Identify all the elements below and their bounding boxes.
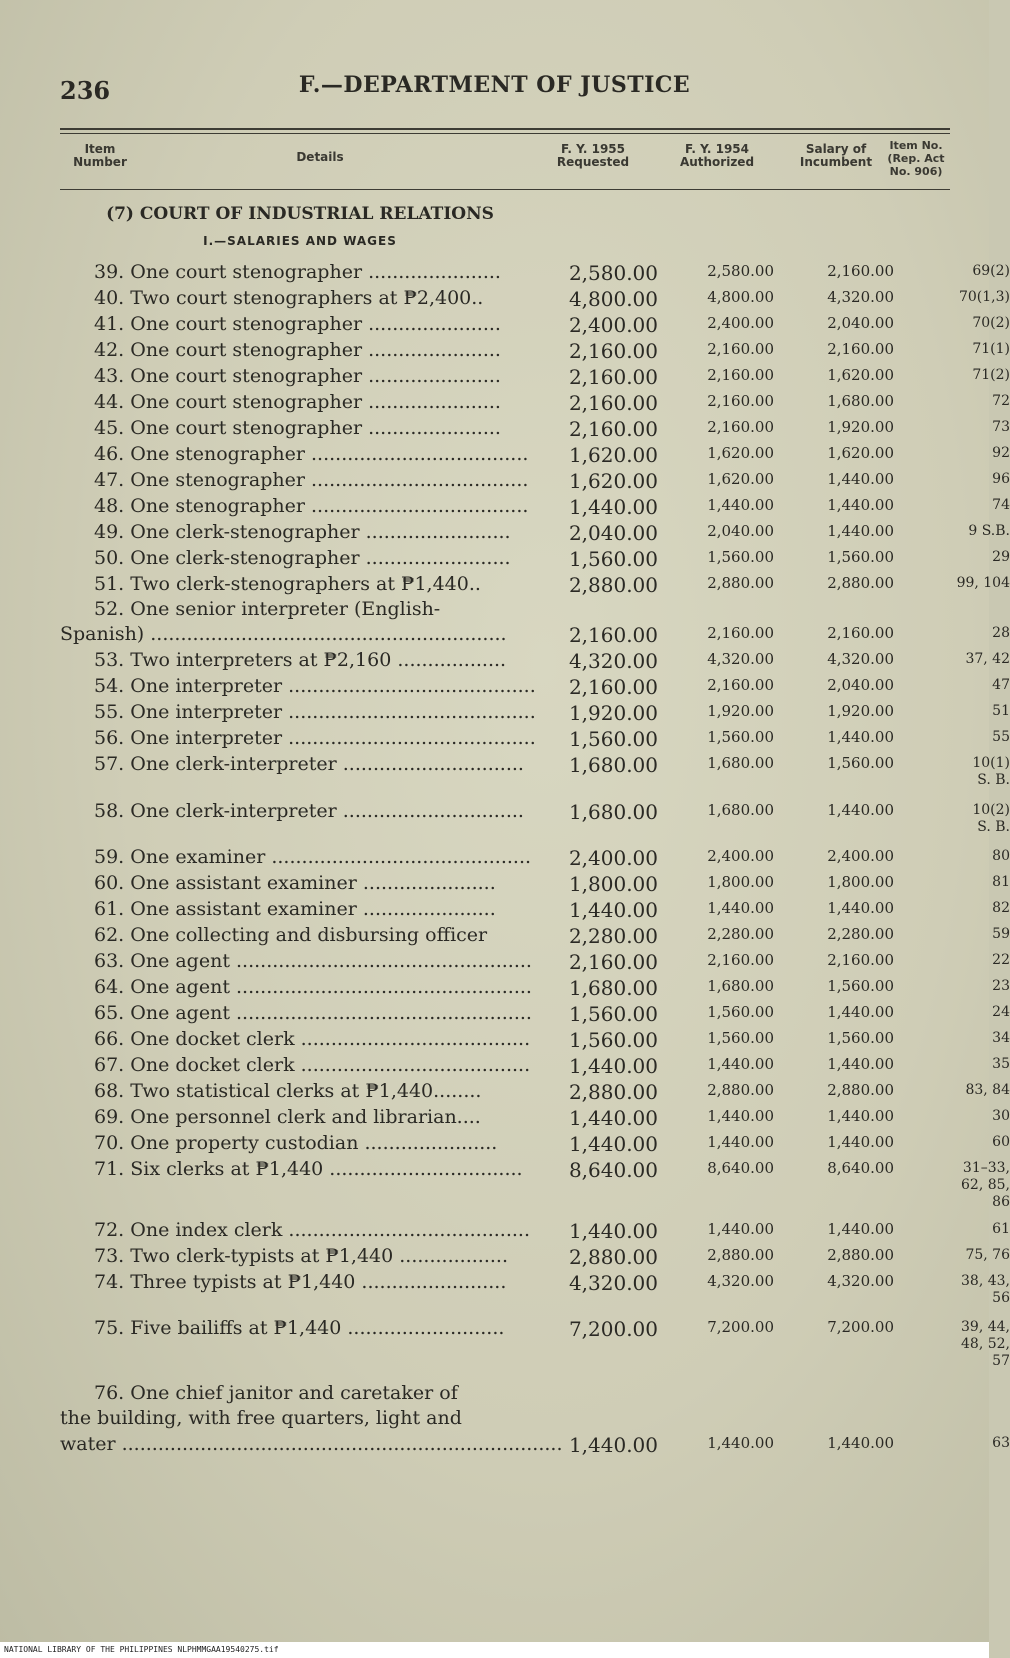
authorized-amount: 2,280.00 (707, 925, 774, 943)
row-detail: 48. One stenographer .................................... (94, 495, 529, 517)
requested-amount: 2,160.00 (568, 675, 658, 699)
salary-amount: 8,640.00 (827, 1159, 894, 1177)
authorized-amount: 1,440.00 (707, 496, 774, 514)
salary-amount: 1,620.00 (827, 444, 894, 462)
requested-amount: 2,400.00 (568, 846, 658, 870)
table-row (60, 1080, 1010, 1106)
requested-amount: 4,320.00 (568, 1271, 658, 1295)
requested-amount: 1,920.00 (568, 701, 658, 725)
salary-amount: 2,160.00 (827, 624, 894, 642)
requested-amount: 2,160.00 (568, 950, 658, 974)
table-row (60, 495, 1010, 521)
row-detail: 42. One court stenographer ...................... (94, 339, 501, 361)
requested-amount: 1,440.00 (568, 495, 658, 519)
table-row (60, 417, 1010, 443)
table-row (60, 898, 1010, 924)
salary-amount: 2,880.00 (827, 1246, 894, 1264)
row-detail: 56. One interpreter ......................................... (94, 727, 536, 749)
authorized-amount: 4,800.00 (707, 288, 774, 306)
requested-amount: 1,620.00 (568, 443, 658, 467)
authorized-amount: 2,160.00 (707, 624, 774, 642)
requested-amount: 1,440.00 (568, 1219, 658, 1243)
authorized-amount: 1,440.00 (707, 1220, 774, 1238)
row-detail: 69. One personnel clerk and librarian.... (94, 1106, 481, 1128)
archive-footer-strip: NATIONAL LIBRARY OF THE PHILIPPINES NLPHMMGAA19540275.tif (0, 1642, 989, 1658)
authorized-amount: 2,880.00 (707, 1246, 774, 1264)
row-detail: 60. One assistant examiner ...................... (94, 872, 496, 894)
item-no: 70(2) (972, 315, 1010, 331)
authorized-amount: 1,680.00 (707, 754, 774, 772)
salary-amount: 1,440.00 (827, 801, 894, 819)
table-row (60, 1245, 1010, 1271)
row-detail: 54. One interpreter ......................................... (94, 675, 536, 697)
salary-amount: 2,880.00 (827, 574, 894, 592)
table-row (60, 753, 1010, 788)
table-row (60, 469, 1010, 495)
item-no: 71(1) (972, 341, 1010, 357)
row-detail: 50. One clerk-stenographer ........................ (94, 547, 511, 569)
table-row (60, 950, 1010, 976)
authorized-amount: 2,160.00 (707, 951, 774, 969)
table-row (60, 313, 1010, 339)
item-no: 51 (992, 703, 1010, 719)
table-row (60, 1132, 1010, 1158)
row-detail: 51. Two clerk-stenographers at ₱1,440.. (94, 573, 481, 595)
item-no: 83, 84 (965, 1082, 1010, 1098)
item-no: 10(2) S. B. (972, 802, 1010, 835)
table-row (60, 1106, 1010, 1132)
page-number: 236 (60, 76, 111, 105)
header-rule-top (60, 128, 950, 130)
row-detail: 63. One agent ................................................. (94, 950, 532, 972)
requested-amount: 2,880.00 (568, 1245, 658, 1269)
item-no: 55 (992, 729, 1010, 745)
table-row (60, 1271, 1010, 1306)
row-detail: 75. Five bailiffs at ₱1,440 .......................... (94, 1317, 505, 1339)
requested-amount: 1,560.00 (568, 727, 658, 751)
item-no: 31–33, 62, 85, 86 (961, 1160, 1010, 1210)
table-row (60, 573, 1010, 599)
row-detail: 49. One clerk-stenographer ........................ (94, 521, 511, 543)
row-detail: 58. One clerk-interpreter .............................. (94, 800, 524, 822)
requested-amount: 2,580.00 (568, 261, 658, 285)
authorized-amount: 1,620.00 (707, 470, 774, 488)
salary-amount: 2,400.00 (827, 847, 894, 865)
salary-amount: 1,440.00 (827, 522, 894, 540)
item-no: 61 (992, 1221, 1010, 1237)
item-no: 23 (992, 978, 1010, 994)
salary-amount: 4,320.00 (827, 288, 894, 306)
requested-amount: 2,280.00 (568, 924, 658, 948)
authorized-amount: 1,800.00 (707, 873, 774, 891)
requested-amount: 8,640.00 (568, 1158, 658, 1182)
requested-amount: 1,680.00 (568, 800, 658, 824)
table-row (60, 924, 1010, 950)
requested-amount: 2,160.00 (568, 623, 658, 647)
row-detail: 62. One collecting and disbursing officer (94, 924, 488, 946)
requested-amount: 1,440.00 (568, 1433, 658, 1457)
item-no: 75, 76 (965, 1247, 1010, 1263)
requested-amount: 7,200.00 (568, 1317, 658, 1341)
page-title: F.—DEPARTMENT OF JUSTICE (298, 72, 691, 98)
salary-amount: 2,880.00 (827, 1081, 894, 1099)
salary-amount: 1,440.00 (827, 496, 894, 514)
requested-amount: 1,440.00 (568, 1054, 658, 1078)
authorized-amount: 1,440.00 (707, 1055, 774, 1073)
authorized-amount: 1,440.00 (707, 1133, 774, 1151)
table-row (60, 675, 1010, 701)
table-row (60, 846, 1010, 872)
table-row (60, 1317, 1010, 1369)
salary-amount: 1,920.00 (827, 702, 894, 720)
authorized-amount: 2,400.00 (707, 314, 774, 332)
authorized-amount: 1,560.00 (707, 548, 774, 566)
row-detail: 57. One clerk-interpreter .............................. (94, 753, 524, 775)
row76-detail-line2: the building, with free quarters, light and (60, 1407, 462, 1429)
authorized-amount: 7,200.00 (707, 1318, 774, 1336)
item-no: 74 (992, 497, 1010, 513)
table-row (60, 1028, 1010, 1054)
authorized-amount: 1,560.00 (707, 728, 774, 746)
item-no: 24 (992, 1004, 1010, 1020)
authorized-amount: 4,320.00 (707, 1272, 774, 1290)
row-detail: 68. Two statistical clerks at ₱1,440........ (94, 1080, 482, 1102)
item-no: 34 (992, 1030, 1010, 1046)
requested-amount: 2,160.00 (568, 417, 658, 441)
requested-amount: 1,440.00 (568, 898, 658, 922)
row-detail: 55. One interpreter ......................................... (94, 701, 536, 723)
row-detail: 65. One agent ................................................. (94, 1002, 532, 1024)
salary-amount: 1,560.00 (827, 754, 894, 772)
requested-amount: 1,680.00 (568, 753, 658, 777)
item-no: 80 (992, 848, 1010, 864)
table-row (60, 1433, 1010, 1459)
item-no: 96 (992, 471, 1010, 487)
row-detail: 44. One court stenographer ...................... (94, 391, 501, 413)
requested-amount: 2,160.00 (568, 339, 658, 363)
table-row (60, 365, 1010, 391)
header-authorized: F. Y. 1954 Authorized (679, 142, 755, 169)
table-row (60, 649, 1010, 675)
salary-amount: 4,320.00 (827, 1272, 894, 1290)
requested-amount: 1,620.00 (568, 469, 658, 493)
row-detail: 70. One property custodian ...................... (94, 1132, 498, 1154)
salary-amount: 4,320.00 (827, 650, 894, 668)
requested-amount: 1,560.00 (568, 547, 658, 571)
requested-amount: 2,040.00 (568, 521, 658, 545)
table-row (60, 1219, 1010, 1245)
table-row (60, 1158, 1010, 1210)
authorized-amount: 2,160.00 (707, 676, 774, 694)
salary-amount: 1,440.00 (827, 1003, 894, 1021)
authorized-amount: 8,640.00 (707, 1159, 774, 1177)
salary-amount: 1,440.00 (827, 1133, 894, 1151)
authorized-amount: 2,160.00 (707, 392, 774, 410)
authorized-amount: 1,680.00 (707, 977, 774, 995)
row-detail: 64. One agent ................................................. (94, 976, 532, 998)
item-no: 59 (992, 926, 1010, 942)
salary-amount: 2,160.00 (827, 340, 894, 358)
row-detail: 45. One court stenographer ...................... (94, 417, 501, 439)
header-rule-bottom (60, 189, 950, 190)
authorized-amount: 1,620.00 (707, 444, 774, 462)
requested-amount: 2,160.00 (568, 365, 658, 389)
row-detail: 40. Two court stenographers at ₱2,400.. (94, 287, 484, 309)
row76-detail-line3: water ......................................................................... (60, 1433, 563, 1455)
authorized-amount: 1,920.00 (707, 702, 774, 720)
authorized-amount: 2,040.00 (707, 522, 774, 540)
row-detail: 74. Three typists at ₱1,440 ........................ (94, 1271, 507, 1293)
authorized-amount: 2,880.00 (707, 574, 774, 592)
table-row (60, 261, 1010, 287)
authorized-amount: 2,880.00 (707, 1081, 774, 1099)
item-no: 82 (992, 900, 1010, 916)
table-row (60, 976, 1010, 1002)
table-row (60, 1002, 1010, 1028)
row76-detail-line1: 76. One chief janitor and caretaker of (94, 1382, 458, 1404)
header-requested: F. Y. 1955 Requested (556, 142, 630, 169)
item-no: 92 (992, 445, 1010, 461)
item-no: 35 (992, 1056, 1010, 1072)
salary-amount: 2,040.00 (827, 676, 894, 694)
salary-amount: 2,280.00 (827, 925, 894, 943)
authorized-amount: 2,580.00 (707, 262, 774, 280)
salary-amount: 1,440.00 (827, 1434, 894, 1452)
item-no: 71(2) (972, 367, 1010, 383)
item-no: 69(2) (972, 263, 1010, 279)
item-no: 47 (992, 677, 1010, 693)
salary-amount: 1,560.00 (827, 1029, 894, 1047)
header-rule-top-thin (60, 133, 950, 134)
requested-amount: 2,400.00 (568, 313, 658, 337)
authorized-amount: 2,160.00 (707, 418, 774, 436)
requested-amount: 1,680.00 (568, 976, 658, 1000)
authorized-amount: 1,680.00 (707, 801, 774, 819)
salary-amount: 2,040.00 (827, 314, 894, 332)
salary-amount: 1,440.00 (827, 728, 894, 746)
item-no: 9 S.B. (968, 523, 1010, 539)
authorized-amount: 1,560.00 (707, 1003, 774, 1021)
salary-amount: 1,560.00 (827, 548, 894, 566)
item-no: 37, 42 (965, 651, 1010, 667)
authorized-amount: 2,160.00 (707, 366, 774, 384)
salary-amount: 1,440.00 (827, 899, 894, 917)
row-detail: 72. One index clerk ........................................ (94, 1219, 531, 1241)
row52-detail-line1: 52. One senior interpreter (English- (94, 598, 441, 620)
item-no: 73 (992, 419, 1010, 435)
requested-amount: 2,160.00 (568, 391, 658, 415)
salary-amount: 1,920.00 (827, 418, 894, 436)
requested-amount: 2,880.00 (568, 1080, 658, 1104)
row-detail: 43. One court stenographer ...................... (94, 365, 501, 387)
item-no: 60 (992, 1134, 1010, 1150)
section-title: (7) COURT OF INDUSTRIAL RELATIONS (106, 204, 494, 224)
header-details: Details (296, 150, 344, 164)
header-item-number: Item Number (73, 142, 127, 169)
row-detail: 46. One stenographer .................................... (94, 443, 529, 465)
row-detail: 73. Two clerk-typists at ₱1,440 .................. (94, 1245, 508, 1267)
row-detail: 39. One court stenographer ...................... (94, 261, 501, 283)
item-no: 39, 44, 48, 52, 57 (961, 1319, 1010, 1369)
item-no: 30 (992, 1108, 1010, 1124)
salary-amount: 2,160.00 (827, 262, 894, 280)
authorized-amount: 2,160.00 (707, 340, 774, 358)
item-no: 72 (992, 393, 1010, 409)
table-row (60, 287, 1010, 313)
table-row (60, 727, 1010, 753)
item-no: 63 (992, 1435, 1010, 1451)
row-detail: 59. One examiner ........................................... (94, 846, 532, 868)
requested-amount: 1,560.00 (568, 1002, 658, 1026)
salary-amount: 7,200.00 (827, 1318, 894, 1336)
salary-amount: 2,160.00 (827, 951, 894, 969)
item-no: 28 (992, 625, 1010, 641)
table-row (60, 391, 1010, 417)
item-no: 10(1) S. B. (972, 755, 1010, 788)
salary-amount: 1,440.00 (827, 1220, 894, 1238)
row-detail: 71. Six clerks at ₱1,440 ................................ (94, 1158, 523, 1180)
salary-amount: 1,620.00 (827, 366, 894, 384)
authorized-amount: 4,320.00 (707, 650, 774, 668)
row-detail: 47. One stenographer .................................... (94, 469, 529, 491)
item-no: 38, 43, 56 (961, 1273, 1010, 1306)
authorized-amount: 2,400.00 (707, 847, 774, 865)
salary-amount: 1,680.00 (827, 392, 894, 410)
row-detail: 41. One court stenographer ...................... (94, 313, 501, 335)
item-no: 29 (992, 549, 1010, 565)
row-detail: 66. One docket clerk ...................................... (94, 1028, 531, 1050)
authorized-amount: 1,560.00 (707, 1029, 774, 1047)
authorized-amount: 1,440.00 (707, 899, 774, 917)
table-row (60, 701, 1010, 727)
table-row (60, 623, 1010, 649)
requested-amount: 1,800.00 (568, 872, 658, 896)
salary-amount: 1,440.00 (827, 470, 894, 488)
authorized-amount: 1,440.00 (707, 1107, 774, 1125)
row52-detail-line2: Spanish) ........................................................... (60, 623, 507, 645)
item-no: 99, 104 (956, 575, 1010, 591)
requested-amount: 1,440.00 (568, 1106, 658, 1130)
table-row (60, 521, 1010, 547)
table-row (60, 800, 1010, 835)
subsection-title: I.—SALARIES AND WAGES (203, 234, 397, 248)
row-detail: 67. One docket clerk ...................................... (94, 1054, 531, 1076)
row-detail: 53. Two interpreters at ₱2,160 .................. (94, 649, 507, 671)
salary-amount: 1,560.00 (827, 977, 894, 995)
salary-amount: 1,440.00 (827, 1055, 894, 1073)
requested-amount: 2,880.00 (568, 573, 658, 597)
table-row (60, 547, 1010, 573)
salary-amount: 1,440.00 (827, 1107, 894, 1125)
requested-amount: 1,440.00 (568, 1132, 658, 1156)
table-row (60, 443, 1010, 469)
table-row (60, 872, 1010, 898)
salary-amount: 1,800.00 (827, 873, 894, 891)
item-no: 70(1,3) (958, 289, 1010, 305)
row-detail: 61. One assistant examiner ...................... (94, 898, 496, 920)
requested-amount: 4,800.00 (568, 287, 658, 311)
header-item-no: Item No. (Rep. Act No. 906) (887, 139, 945, 178)
item-no: 22 (992, 952, 1010, 968)
requested-amount: 1,560.00 (568, 1028, 658, 1052)
requested-amount: 4,320.00 (568, 649, 658, 673)
authorized-amount: 1,440.00 (707, 1434, 774, 1452)
table-row (60, 1054, 1010, 1080)
item-no: 81 (992, 874, 1010, 890)
table-row (60, 339, 1010, 365)
header-salary: Salary of Incumbent (799, 142, 873, 169)
